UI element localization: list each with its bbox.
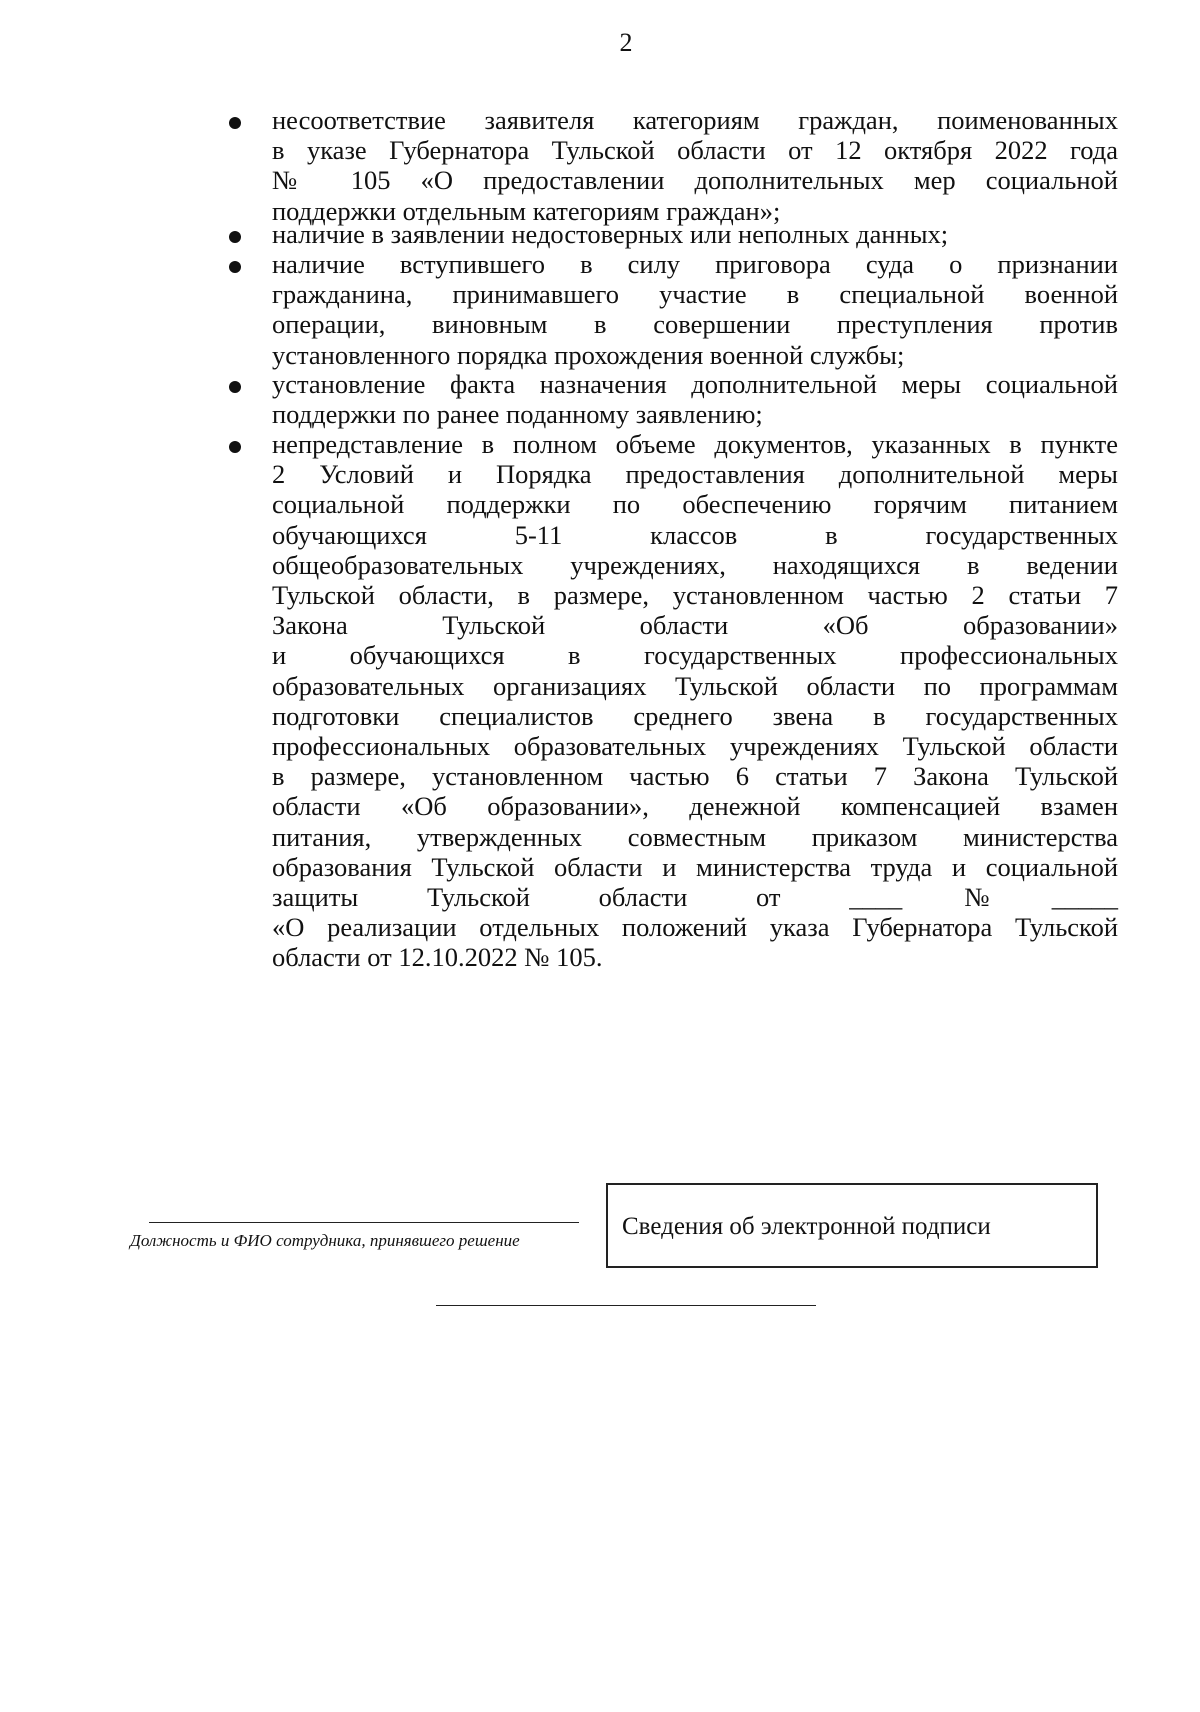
reason-text-line: Закона Тульской области «Об образовании»: [272, 610, 1118, 641]
reason-text-line: установление факта назначения дополнительной меры социальной: [272, 369, 1118, 399]
reason-text-line: питания, утвержденных совместным приказом министерства: [272, 821, 1118, 852]
electronic-signature-box: [606, 1183, 1098, 1268]
reason-text-line: обучающихся 5-11 классов в государственных: [272, 519, 1118, 550]
reason-text-line: поддержки по ранее поданному заявлению;: [272, 399, 763, 430]
reason-text-line: наличие в заявлении недостоверных или неполных данных;: [272, 219, 949, 249]
reason-text-line: непредставление в полном объеме документов, указанных в пункте: [272, 429, 1118, 459]
reason-text-line: подготовки специалистов среднего звена в государственных: [272, 700, 1118, 731]
signature-line: [149, 1222, 579, 1223]
bullet-icon: [229, 381, 241, 393]
reason-text-line: наличие вступившего в силу приговора суда о признании: [272, 249, 1118, 279]
reason-text-line: в указе Губернатора Тульской области от 12 октября 2022 года: [272, 135, 1118, 166]
bullet-icon: [229, 231, 241, 243]
electronic-signature-label: Сведения об электронной подписи: [622, 1213, 991, 1240]
reason-text-line: области от 12.10.2022 № 105.: [272, 942, 603, 973]
reason-text-line: операции, виновным в совершении преступления против: [272, 309, 1118, 340]
bullet-icon: [229, 261, 241, 273]
reason-text-line: Тульской области, в размере, установленном частью 2 статьи 7: [272, 580, 1118, 610]
bottom-divider: [436, 1305, 816, 1306]
reason-text-line: в размере, установленном частью 6 статьи 7 Закона Тульской: [272, 761, 1118, 792]
reason-text-line: общеобразовательных учреждениях, находящихся в ведении: [272, 549, 1118, 580]
bullet-icon: [229, 117, 241, 129]
reason-text-line: профессиональных образовательных учреждениях Тульской области: [272, 731, 1118, 761]
bullet-icon: [229, 441, 241, 453]
reason-text-line: образования Тульской области и министерства труда и социальной: [272, 851, 1118, 882]
reason-text-line: и обучающихся в государственных профессиональных: [272, 640, 1118, 671]
reason-text-line: установленного порядка прохождения военной службы;: [272, 339, 905, 370]
reason-text-line: защиты Тульской области от ____№_____: [272, 882, 1118, 912]
reason-text-line: области «Об образовании», денежной компенсацией взамен: [272, 791, 1118, 822]
reason-text-line: социальной поддержки по обеспечению горячим питанием: [272, 489, 1118, 520]
reason-text-line: № 105 «О предоставлении дополнительных мер социальной: [272, 165, 1118, 196]
reason-text-line: «О реализации отдельных положений указа Губернатора Тульской: [272, 912, 1118, 943]
reason-text-line: гражданина, принимавшего участие в специальной военной: [272, 279, 1118, 310]
reason-text-line: 2 Условий и Порядка предоставления дополнительной меры: [272, 459, 1118, 490]
page-number: 2: [619, 28, 633, 57]
reason-text-line: несоответствие заявителя категориям граждан, поименованных: [272, 105, 1118, 135]
reason-text-line: образовательных организациях Тульской области по программам: [272, 670, 1118, 701]
reason-text-line: поддержки отдельным категориям граждан»;: [272, 195, 781, 226]
signature-caption: Должность и ФИО сотрудника, принявшего решение: [130, 1231, 520, 1250]
